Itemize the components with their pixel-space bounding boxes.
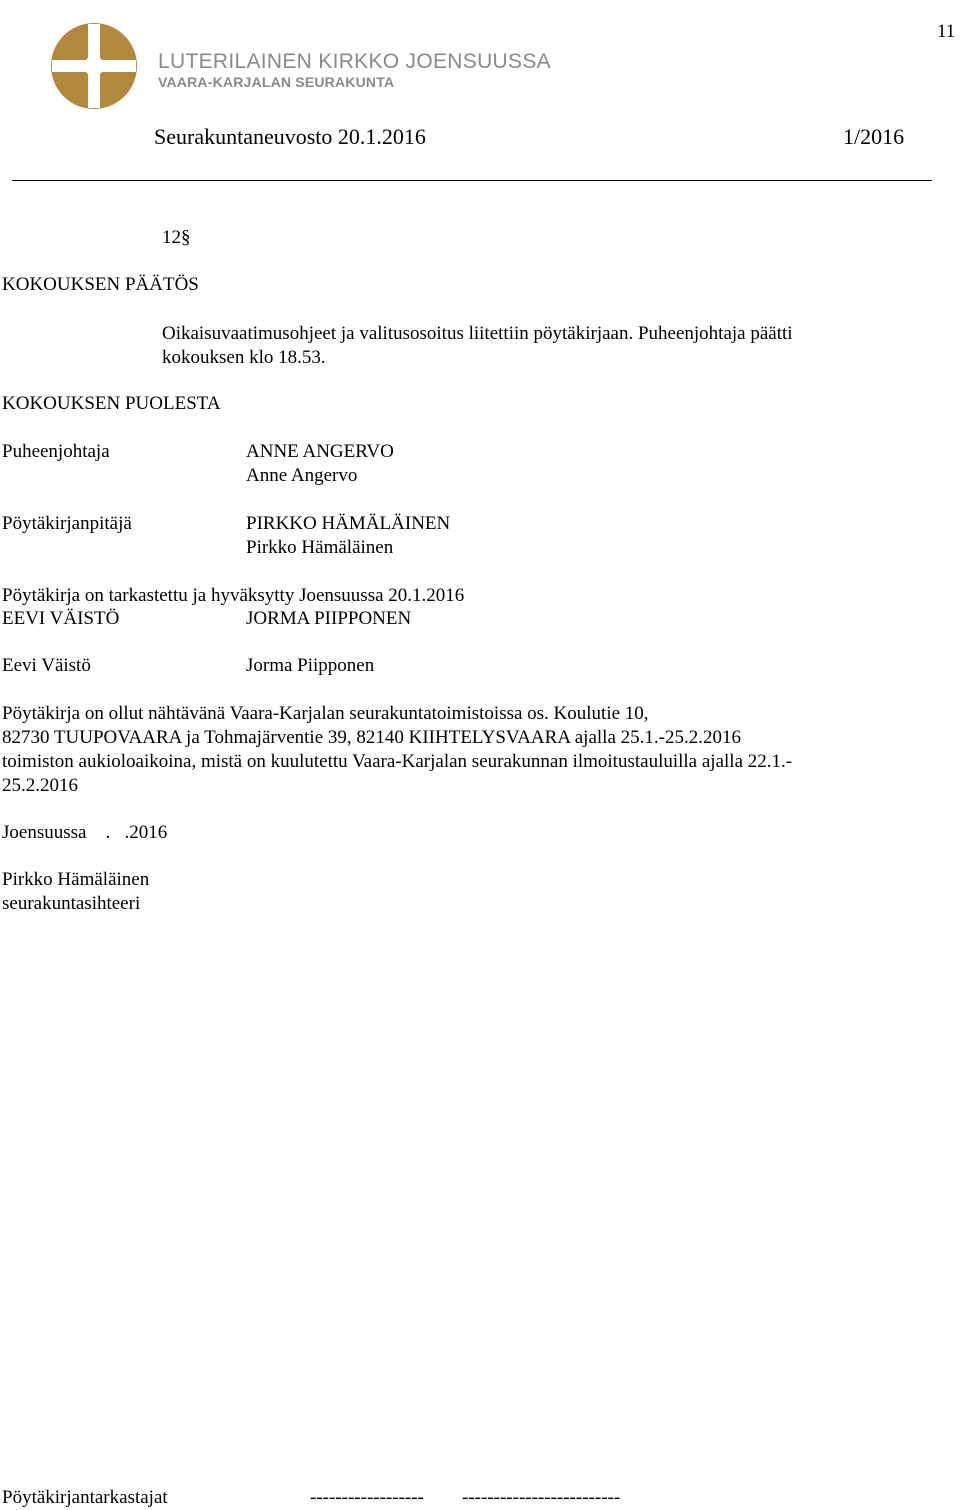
meeting-title: Seurakuntaneuvosto 20.1.2016 [154,124,426,149]
checker2-name-caps: JORMA PIIPPONEN [246,608,412,629]
decision-text-line2: kokouksen klo 18.53. [162,347,326,368]
secretary-name-caps: PIRKKO HÄMÄLÄINEN [246,513,451,534]
chair-name-caps: ANNE ANGERVO [246,441,394,462]
checker2-name: Jorma Piipponen [246,655,375,676]
display-notice-line1: Pöytäkirja on ollut nähtävänä Vaara-Karjalan seurakuntatoimistoissa os. Koulutie 10, [2,703,649,724]
checker1-name: Eevi Väistö [2,655,91,676]
display-notice-line4: 25.2.2016 [2,775,78,796]
secretary-name: Pirkko Hämäläinen [246,537,394,558]
cross-emblem-icon [48,20,140,112]
footer-signature-line1: ------------------ [310,1487,424,1508]
header-divider [12,180,932,181]
footer-signature-line2: ------------------------- [462,1487,621,1508]
display-notice-line2: 82730 TUUPOVAARA ja Tohmajärventie 39, 82140 KIIHTELYSVAARA ajalla 25.1.-25.2.2016 [2,727,741,748]
place-date: Joensuussa . .2016 [2,822,168,843]
checker1-name-caps: EEVI VÄISTÖ [2,608,120,629]
secretary-role: Pöytäkirjanpitäjä [2,513,132,534]
issue-number: 1/2016 [843,124,905,149]
verification-statement: Pöytäkirja on tarkastettu ja hyväksytty Joensuussa 20.1.2016 [2,585,465,606]
decision-text-line1: Oikaisuvaatimusohjeet ja valitusosoitus liitettiin pöytäkirjaan. Puheenjohtaja päätti [162,323,793,344]
signatures-heading: KOKOUKSEN PUOLESTA [2,393,221,414]
logo-text-line1: LUTERILAINEN KIRKKO JOENSUUSSA [158,50,551,73]
footer-label: Pöytäkirjantarkastajat [2,1487,168,1508]
logo-text-line2: VAARA-KARJALAN SEURAKUNTA [158,74,395,90]
display-notice-line3: toimiston aukioloaikoina, mistä on kuulutettu Vaara-Karjalan seurakunnan ilmoitustauluilla ajalla 22.1.- [2,751,793,772]
signer-name: Pirkko Hämäläinen [2,869,150,890]
section-number: 12§ [162,227,191,248]
chair-role: Puheenjohtaja [2,441,110,462]
decision-heading: KOKOUKSEN PÄÄTÖS [2,274,199,295]
section-sign-icon: § [181,227,191,248]
signer-title: seurakuntasihteeri [2,893,141,914]
page-number: 11 [937,21,956,42]
chair-name: Anne Angervo [246,465,358,486]
